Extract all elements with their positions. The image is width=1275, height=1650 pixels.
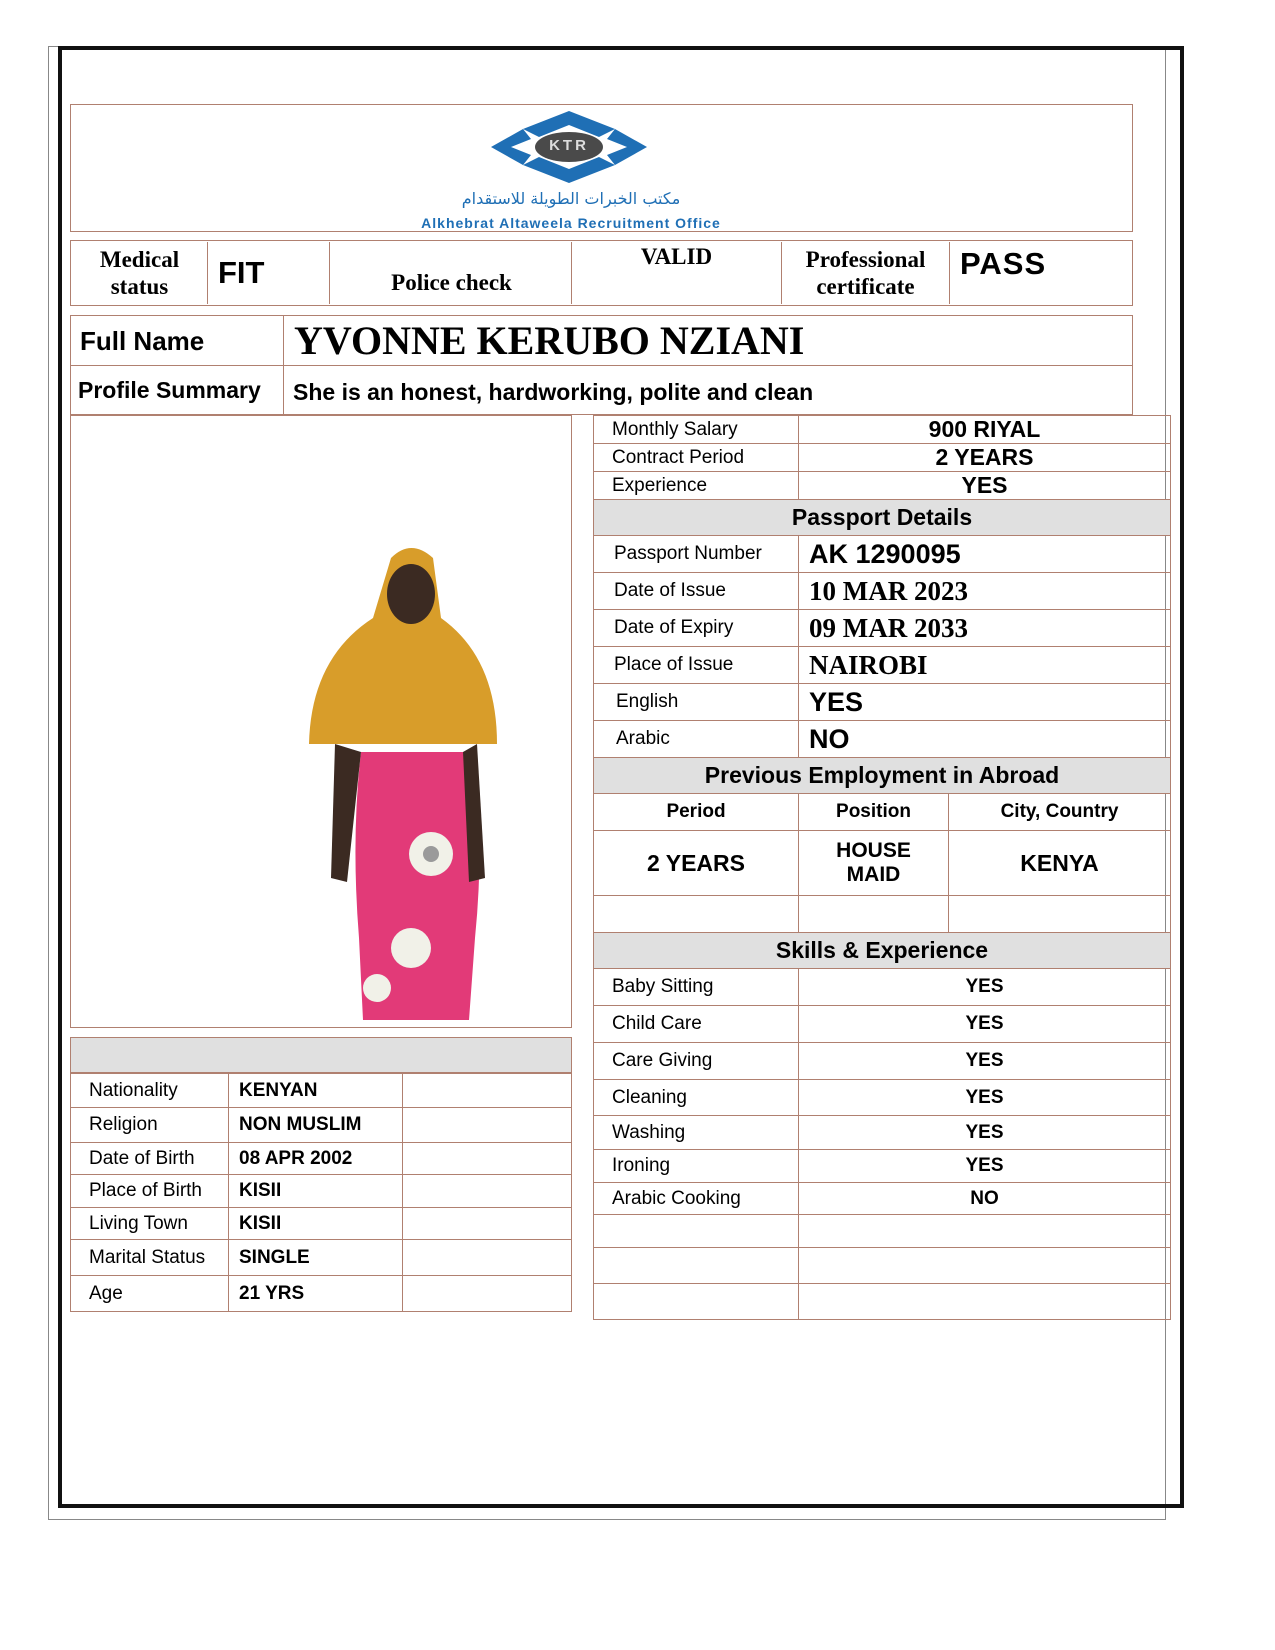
table-row <box>71 1074 572 1108</box>
table-header-row <box>594 794 1171 831</box>
row-value: KISII <box>239 1212 282 1234</box>
contract-value: YES <box>961 472 1008 498</box>
passport-value: 10 MAR 2023 <box>809 575 968 606</box>
language-label: English <box>616 691 679 712</box>
row-value: 08 APR 2002 <box>239 1147 353 1169</box>
profile-divider-v <box>283 315 284 415</box>
employment-position-line: MAID <box>846 863 901 886</box>
table-row <box>594 684 1171 721</box>
row-label: Marital Status <box>89 1246 206 1268</box>
photo-box <box>70 415 572 1028</box>
contract-value: 2 YEARS <box>935 444 1034 470</box>
skill-value: NO <box>970 1187 999 1209</box>
table-row <box>594 647 1171 684</box>
contract-value: 900 RIYAL <box>928 416 1041 442</box>
table-row <box>594 1043 1171 1080</box>
column-header: Period <box>666 801 726 822</box>
row-value: 21 YRS <box>239 1282 305 1304</box>
row-label: Nationality <box>89 1079 178 1101</box>
table-row <box>594 610 1171 647</box>
personal-details-table <box>70 1073 572 1313</box>
professional-certificate-label: Professional certificate <box>782 242 950 304</box>
contract-label: Monthly Salary <box>612 418 738 440</box>
profile-summary-value: She is an honest, hardworking, polite and clean <box>293 378 814 405</box>
row-label: Place of Birth <box>89 1180 202 1201</box>
skill-value: YES <box>965 1121 1004 1143</box>
right-details-table <box>593 415 1171 1320</box>
passport-value: 09 MAR 2033 <box>809 612 968 643</box>
table-row <box>594 721 1171 758</box>
row-value: SINGLE <box>239 1246 310 1268</box>
language-value: YES <box>809 686 864 717</box>
language-value: NO <box>809 723 850 754</box>
skill-value: YES <box>965 1155 1004 1176</box>
row-value: KENYAN <box>239 1079 318 1101</box>
passport-number-value: AK 1290095 <box>809 538 961 569</box>
table-row <box>594 969 1171 1006</box>
row-label: Date of Birth <box>89 1147 195 1169</box>
skill-label: Care Giving <box>612 1050 713 1071</box>
table-row <box>71 1240 572 1276</box>
skill-value: YES <box>965 1013 1004 1034</box>
table-row <box>594 1248 1171 1284</box>
skill-label: Cleaning <box>612 1086 687 1108</box>
skill-value: YES <box>965 976 1004 997</box>
personal-header-bar <box>70 1037 572 1073</box>
table-row <box>594 831 1171 896</box>
contract-label: Experience <box>612 474 708 496</box>
table-row <box>594 444 1171 472</box>
table-row <box>594 536 1171 573</box>
row-label: Living Town <box>89 1212 188 1234</box>
row-value: KISII <box>239 1180 282 1201</box>
skills-heading: Skills & Experience <box>775 937 989 963</box>
full-name-value: YVONNE KERUBO NZIANI <box>294 317 805 363</box>
medical-status-value: FIT <box>218 242 330 304</box>
language-label: Arabic <box>616 728 670 749</box>
police-check-value: VALID <box>572 242 782 304</box>
table-row <box>71 1175 572 1208</box>
professional-certificate-value: PASS <box>960 246 1047 281</box>
skill-label: Child Care <box>612 1013 702 1034</box>
table-row <box>594 1116 1171 1150</box>
full-name-label: Full Name <box>80 325 205 356</box>
table-row <box>594 573 1171 610</box>
passport-value: NAIROBI <box>809 649 928 680</box>
skill-label: Ironing <box>612 1155 671 1176</box>
table-row <box>594 1080 1171 1116</box>
table-row <box>594 472 1171 500</box>
logo-english-name: Alkhebrat Altaweela Recruitment Office <box>421 215 721 231</box>
column-header: Position <box>836 801 911 822</box>
skill-label: Baby Sitting <box>612 976 714 997</box>
row-label: Age <box>89 1282 123 1304</box>
table-row <box>71 1108 572 1143</box>
person-photo-icon <box>301 538 501 1022</box>
passport-label: Place of Issue <box>614 654 734 675</box>
logo-monogram: KTR <box>549 137 589 154</box>
passport-label: Date of Expiry <box>614 617 734 638</box>
table-row <box>594 1150 1171 1183</box>
row-value: NON MUSLIM <box>239 1114 362 1135</box>
table-row <box>594 1006 1171 1043</box>
employment-country: KENYA <box>1020 849 1099 876</box>
passport-label: Date of Issue <box>614 580 726 601</box>
contract-label: Contract Period <box>612 446 745 468</box>
section-heading <box>594 758 1171 794</box>
employment-heading: Previous Employment in Abroad <box>704 762 1060 788</box>
skill-value: YES <box>965 1050 1004 1071</box>
table-row <box>594 1284 1171 1320</box>
skill-label: Arabic Cooking <box>612 1187 741 1209</box>
employment-period: 2 YEARS <box>646 849 745 876</box>
skill-label: Washing <box>612 1121 686 1143</box>
table-row <box>594 896 1171 933</box>
passport-label: Passport Number <box>614 543 762 564</box>
table-row <box>594 1183 1171 1215</box>
table-row <box>71 1208 572 1240</box>
section-heading <box>594 933 1171 969</box>
passport-heading: Passport Details <box>791 504 973 530</box>
row-label: Religion <box>89 1114 158 1135</box>
section-heading <box>594 500 1171 536</box>
profile-divider-h <box>70 365 1133 366</box>
profile-summary-label: Profile Summary <box>78 376 261 403</box>
column-header: City, Country <box>1000 801 1119 822</box>
logo-arabic-name: مكتب الخبرات الطويلة للاستقدام <box>461 189 681 208</box>
police-check-label: Police check <box>332 242 572 304</box>
table-row <box>594 416 1171 444</box>
skill-value: YES <box>965 1086 1004 1108</box>
table-row <box>594 1215 1171 1248</box>
table-row <box>71 1143 572 1175</box>
logo-box <box>70 104 1133 232</box>
employment-position-line: HOUSE <box>836 839 911 862</box>
table-row <box>71 1276 572 1312</box>
medical-status-label: Medical status <box>72 242 208 304</box>
